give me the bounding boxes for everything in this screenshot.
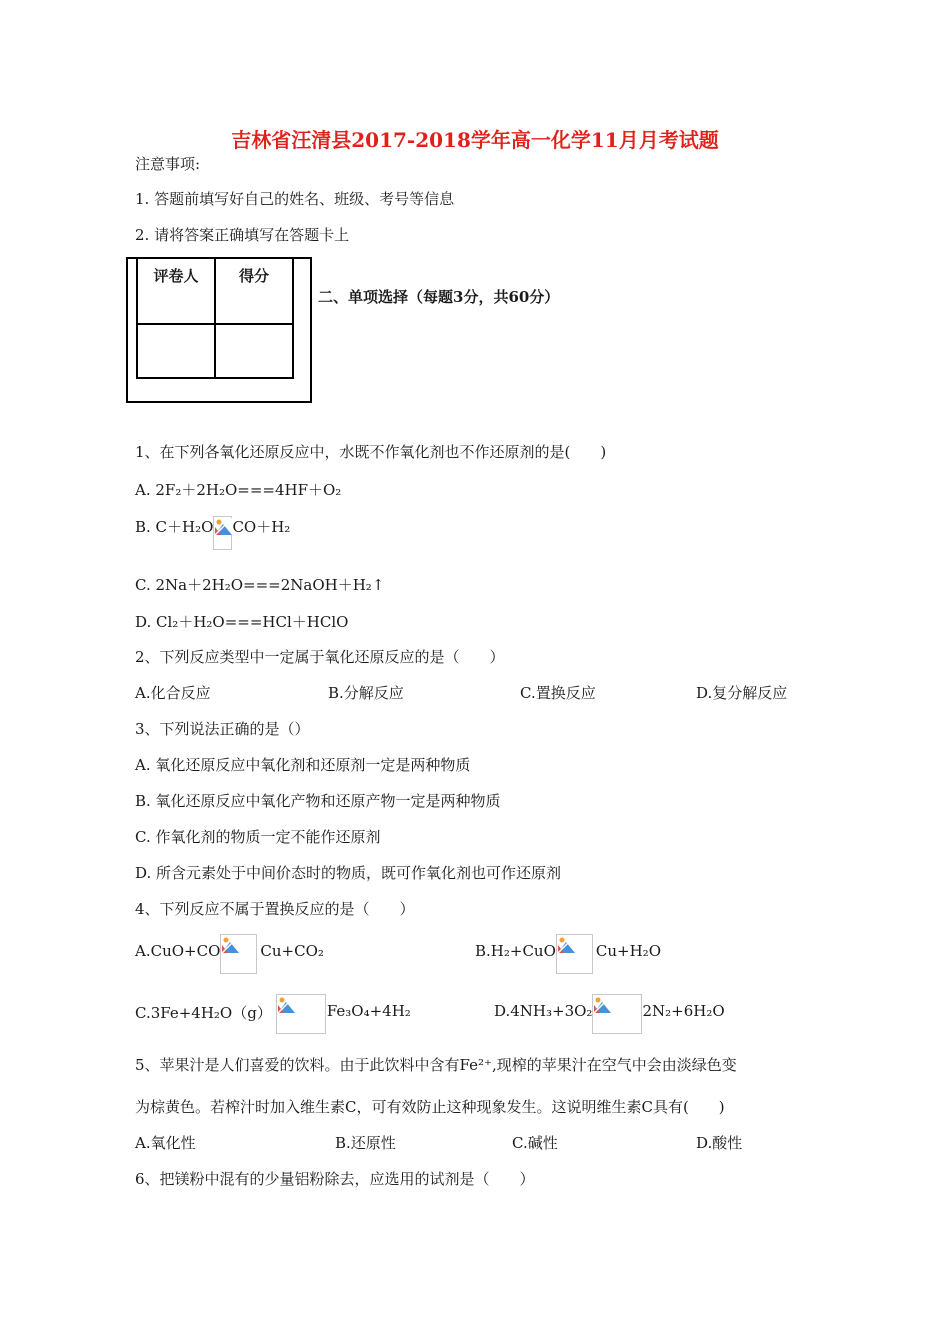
score-cell-grader: [137, 324, 215, 378]
q4-option-d-right: 2N₂+6H₂O: [642, 1002, 725, 1020]
q1-option-a: A. 2F₂＋2H₂O===4HF＋O₂: [135, 481, 342, 499]
score-table: [136, 257, 294, 379]
q5-option-d: D.酸性: [696, 1134, 743, 1152]
q3-option-c: C. 作氧化剂的物质一定不能作还原剂: [135, 828, 381, 846]
q4-option-b-right: Cu+H₂O: [595, 942, 661, 960]
q2-option-d: D.复分解反应: [696, 684, 788, 702]
notice-item-2: 2. 请将答案正确填写在答题卡上: [135, 226, 350, 244]
notice-heading: 注意事项:: [135, 155, 201, 173]
q4-option-b-left: B.H₂+CuO: [475, 942, 556, 960]
q3-option-a: A. 氧化还原反应中氧化剂和还原剂一定是两种物质: [135, 756, 471, 774]
q3-option-b: B. 氧化还原反应中氧化产物和还原产物一定是两种物质: [135, 792, 501, 810]
section-heading: 二、单项选择（每题3分，共60分）: [318, 288, 560, 306]
q1-option-d: D. Cl₂＋H₂O===HCl＋HClO: [135, 613, 349, 631]
q4-option-a-left: A.CuO+CO: [135, 942, 221, 960]
q5-option-c: C.碱性: [512, 1134, 558, 1152]
q2-option-a: A.化合反应: [135, 684, 211, 702]
q1-option-b: [135, 516, 290, 550]
q5-stem-line-1: 5、苹果汁是人们喜爱的饮料。由于此饮料中含有Fe²⁺,现榨的苹果汁在空气中会由淡绿色变: [135, 1056, 737, 1074]
q5-option-a: A.氧化性: [135, 1134, 196, 1152]
q5-stem-line-2: 为棕黄色。若榨汁时加入维生素C，可有效防止这种现象发生。这说明维生素C具有( ): [135, 1098, 725, 1116]
q5-option-b: B.还原性: [335, 1134, 396, 1152]
score-header-grader: 评卷人: [137, 258, 215, 324]
q2-option-b: B.分解反应: [328, 684, 404, 702]
score-cell-score: [215, 324, 293, 378]
q4-stem: 4、下列反应不属于置换反应的是（ ）: [135, 900, 415, 918]
broken-image-icon: [556, 934, 593, 974]
q4-option-d-left: D.4NH₃+3O₂: [494, 1002, 593, 1020]
broken-image-icon: [213, 516, 232, 550]
q1-option-b-right: CO＋H₂: [232, 518, 291, 536]
q4-option-a-right: Cu+CO₂: [260, 942, 324, 960]
q6-stem: 6、把镁粉中混有的少量铝粉除去，应选用的试剂是（ ）: [135, 1170, 535, 1188]
q4-option-d: [494, 994, 725, 1034]
q1-stem: 1、在下列各氧化还原反应中，水既不作氧化剂也不作还原剂的是( ): [135, 443, 607, 461]
q3-option-d: D. 所含元素处于中间价态时的物质，既可作氧化剂也可作还原剂: [135, 864, 562, 882]
q1-option-b-left: B. C＋H₂O: [135, 518, 214, 536]
score-header-score: 得分: [215, 258, 293, 324]
q2-stem: 2、下列反应类型中一定属于氧化还原反应的是（ ）: [135, 648, 505, 666]
q4-option-b: [475, 934, 661, 974]
broken-image-icon: [220, 934, 257, 974]
q4-option-c-right: Fe₃O₄+4H₂: [326, 1002, 411, 1020]
notice-item-1: 1. 答题前填写好自己的姓名、班级、考号等信息: [135, 190, 455, 208]
q4-option-c-left: C.3Fe+4H₂O（g）: [135, 1004, 272, 1022]
q1-option-c: C. 2Na＋2H₂O===2NaOH＋H₂↑: [135, 576, 385, 594]
q3-stem: 3、下列说法正确的是（）: [135, 720, 310, 738]
q4-option-a: [135, 934, 324, 974]
q4-option-c: [135, 994, 411, 1034]
broken-image-icon: [276, 994, 326, 1034]
page-title: 吉林省汪清县2017-2018学年高一化学11月月考试题: [231, 128, 719, 152]
q2-option-c: C.置换反应: [520, 684, 596, 702]
broken-image-icon: [592, 994, 642, 1034]
